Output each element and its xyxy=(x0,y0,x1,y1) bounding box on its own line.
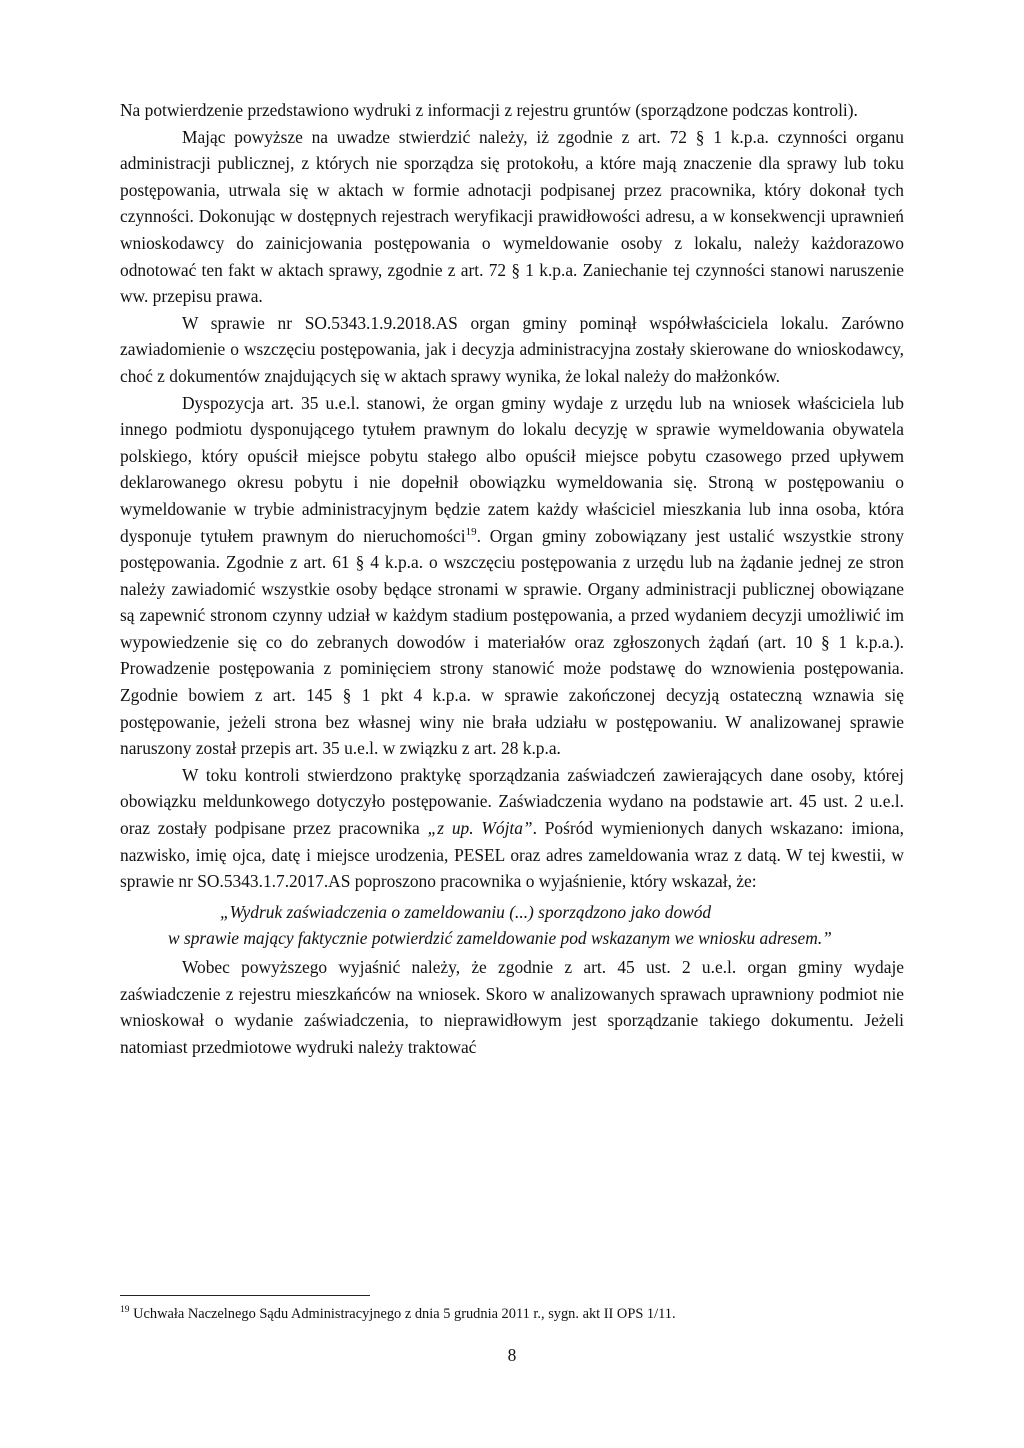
paragraph-certificates-text-end: . Pośród wymienionych danych wskazano: imiona, nazwisko, imię ojca, datę i miejsce urodzenia, PESEL oraz adres zameldowania wraz z datą. W tej kwestii, w sprawie nr SO.5343.1.7.2017.AS poproszono pracownika o wyjaśnienie, który wskazał, że: xyxy=(120,818,904,892)
paragraph-registry-printouts: Na potwierdzenie przedstawiono wydruki z informacji z rejestru gruntów (sporządzone podczas kontroli). xyxy=(120,100,858,120)
italic-signature-phrase: „z up. Wójta” xyxy=(427,818,533,839)
paragraph-co-owner-omitted: W sprawie nr SO.5343.1.9.2018.AS organ gminy pominął współwłaściciela lokalu. Zarówno zawiadomienie o wszczęciu postępowania, jak i decyzja administracyjna zostały skierowane do wnioskodawcy, choć z dokumentów znajdujących się w aktach sprawy wynika, że lokal należy do małżonków. xyxy=(120,312,904,386)
paragraph-conclusion: Wobec powyższego wyjaśnić należy, że zgodnie z art. 45 ust. 2 u.e.l. organ gminy wydaje zaświadczenie z rejestru mieszkańców na wniosek. Skoro w analizowanych sprawach uprawniony podmiot nie wnioskował o wydanie zaświadczenia, to nieprawidłowym jest sporządzanie takiego dokumentu. Jeżeli natomiast przedmiotowe wydruki należy traktować xyxy=(120,957,904,1057)
page-number: 8 xyxy=(507,1345,517,1365)
footnote-separator xyxy=(120,1295,370,1296)
document-body xyxy=(120,97,904,1060)
footnote-reference[interactable]: 19 xyxy=(465,525,477,538)
paragraph-art-35-uel xyxy=(120,390,904,762)
paragraph-certificates-text-start: W toku kontroli stwierdzono praktykę sporządzania zaświadczeń zawierających dane osoby, której obowiązku meldunkowego dotyczyło postępowanie. Zaświadczenia wydano na podstawie art. 45 ust. 2 u.e.l. oraz zostały podpisane przez pracownika xyxy=(120,764,904,839)
block-quote-first-line: „Wydruk zaświadczenia o zameldowaniu (...) sporządzono jako dowód xyxy=(220,901,712,922)
paragraph-art-72-kpa: Mając powyższe na uwadze stwierdzić należy, iż zgodnie z art. 72 § 1 k.p.a. czynności organu administracji publicznej, z których nie sporządza się protokołu, a które mają znaczenie dla sprawy lub toku postępowania, utrwala się w aktach w formie adnotacji podpisanej przez pracownika, który dokonał tych czynności. Dokonując w dostępnych rejestrach weryfikacji prawidłowości adresu, a w konsekwencji uprawnień wnioskodawcy do zainicjowania postępowania o wymeldowanie osoby z lokalu, należy każdorazowo odnotować ten fakt w aktach sprawy, zgodnie z art. 72 § 1 k.p.a. Zaniechanie tej czynności stanowi naruszenie ww. przepisu prawa. xyxy=(120,126,904,307)
paragraph-certificates-practice xyxy=(120,762,904,895)
footnote-number: 19 xyxy=(120,1305,130,1315)
footnote xyxy=(120,1304,904,1324)
paragraph-art-35-text-end: . Organ gminy zobowiązany jest ustalić wszystkie strony postępowania. Zgodnie z art. 61 § 4 k.p.a. o wszczęciu postępowania z urzędu lub na żądanie jednej ze stron należy zawiadomić wszystkie osoby będące stronami w sprawie. Organy administracji publicznej obowiązane są zapewnić stronom czynny udział w każdym stadium postępowania, a przed wydaniem decyzji umożliwić im wypowiedzenie się co do zebranych dowodów i materiałów oraz zgłoszonych żądań (art. 10 § 1 k.p.a.). Prowadzenie postępowania z pominięciem strony stanowić może podstawę do wznowienia postępowania. Zgodnie bowiem z art. 145 § 1 pkt 4 k.p.a. w sprawie zakończonej decyzją ostateczną wznawia się postępowanie, jeżeli strona bez własnej winy nie brała udziału w postępowaniu. W analizowanej sprawie naruszony został przepis art. 35 u.e.l. w związku z art. 28 k.p.a. xyxy=(120,525,904,759)
footnote-text: Uchwała Naczelnego Sądu Administracyjnego z dnia 5 grudnia 2011 r., sygn. akt II OPS 1/11. xyxy=(133,1306,676,1322)
block-quote-explanation xyxy=(168,899,860,952)
block-quote-rest: w sprawie mający faktycznie potwierdzić zameldowanie pod wskazanym we wniosku adresem.” xyxy=(168,928,832,949)
paragraph-art-35-text-start: Dyspozycja art. 35 u.e.l. stanowi, że organ gminy wydaje z urzędu lub na wniosek właściciela lub innego podmiotu dysponującego tytułem prawnym do lokalu decyzję w sprawie wymeldowania obywatela polskiego, który opuścił miejsce pobytu stałego albo opuścił miejsce pobytu czasowego przed upływem deklarowanego okresu pobytu i nie dopełnił obowiązku wymeldowania się. Stroną w postępowaniu o wymeldowanie w trybie administracyjnym będzie zatem każdy właściciel mieszkania lub inna osoba, która dysponuje tytułem prawnym do nieruchomości xyxy=(120,392,904,546)
